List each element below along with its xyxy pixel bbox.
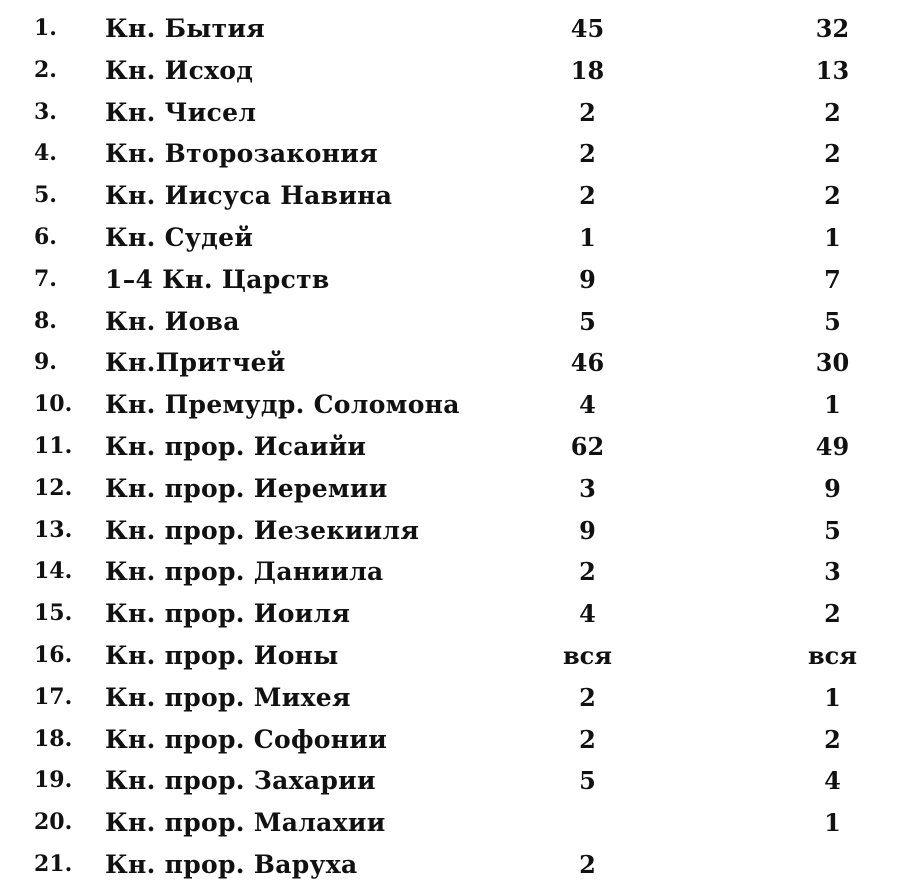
count-column-2: 5 [824, 515, 841, 545]
count-column-1: 2 [579, 139, 596, 169]
row-number: 14. [34, 558, 73, 585]
count-column-1: 62 [570, 431, 605, 461]
book-title: Кн. прор. Исаийи [105, 431, 367, 461]
row-number: 6. [34, 223, 57, 250]
table-row [0, 8, 900, 50]
count-column-2: 5 [824, 306, 841, 336]
table-row [0, 719, 900, 761]
count-column-2: 49 [815, 431, 850, 461]
row-number: 1. [34, 15, 57, 41]
table-row [0, 551, 900, 593]
table-row [0, 342, 900, 384]
row-number: 11. [34, 432, 73, 459]
count-column-1: 2 [579, 181, 596, 211]
book-title: Кн. прор. Иезекииля [105, 515, 420, 545]
row-number: 19. [34, 767, 73, 794]
count-column-2: вся [807, 640, 858, 670]
book-title: Кн. Судей [105, 222, 254, 252]
row-number: 16. [34, 641, 73, 668]
book-title: Кн. Бытия [105, 14, 266, 43]
book-title: Кн.Притчей [105, 348, 286, 378]
count-column-1: 45 [570, 14, 605, 43]
count-column-2: 2 [824, 139, 841, 169]
book-title: Кн. прор. Софонии [105, 724, 388, 754]
row-number: 18. [34, 725, 73, 752]
count-column-1: 4 [579, 599, 596, 629]
book-title: Кн. Премудр. Соломона [105, 390, 460, 420]
book-title: Кн. прор. Иоиля [105, 599, 351, 629]
table-row [0, 510, 900, 552]
table-row [0, 677, 900, 719]
table-row [0, 50, 900, 92]
count-column-2: 1 [824, 390, 841, 420]
book-title: Кн. прор. Михея [105, 682, 351, 712]
count-column-2: 1 [824, 682, 841, 712]
book-title: Кн. прор. Малахии [105, 808, 386, 838]
book-title: Кн. Исход [105, 55, 254, 85]
count-column-1: 2 [579, 97, 596, 127]
table-row [0, 259, 900, 301]
book-title: Кн. Иисуса Навина [105, 181, 393, 211]
count-column-1: 18 [570, 55, 605, 85]
count-column-2: 2 [824, 97, 841, 127]
count-column-1: 9 [579, 264, 596, 294]
count-column-1: 2 [579, 682, 596, 712]
table-row [0, 468, 900, 510]
book-title: Кн. прор. Захарии [105, 766, 376, 796]
count-column-1: 4 [579, 390, 596, 420]
count-column-2: 9 [824, 473, 841, 503]
count-column-2: 2 [824, 599, 841, 629]
count-column-2: 2 [824, 724, 841, 754]
row-number: 4. [34, 140, 57, 167]
book-title: Кн. прор. Даниила [105, 557, 384, 587]
count-column-1: вся [562, 640, 613, 670]
book-title: Кн. Чисел [105, 97, 257, 127]
book-title: 1–4 Кн. Царств [105, 264, 330, 294]
count-column-1: 5 [579, 306, 596, 336]
row-number: 21. [34, 850, 73, 877]
count-column-1: 2 [579, 849, 596, 879]
table-row [0, 217, 900, 259]
count-column-1: 9 [579, 515, 596, 545]
table-row [0, 133, 900, 175]
count-column-2: 32 [815, 14, 850, 43]
row-number: 2. [34, 56, 57, 83]
row-number: 9. [34, 349, 57, 376]
table-row [0, 426, 900, 468]
table-row [0, 760, 900, 802]
table-row [0, 593, 900, 635]
row-number: 7. [34, 265, 57, 292]
book-title: Кн. Иова [105, 306, 240, 336]
table-row [0, 635, 900, 677]
row-number: 20. [34, 809, 73, 836]
count-column-2: 3 [824, 557, 841, 587]
table-row [0, 802, 900, 844]
book-title: Кн. прор. Иеремии [105, 473, 388, 503]
table-row [0, 92, 900, 134]
count-column-2: 4 [824, 766, 841, 796]
count-column-1: 46 [570, 348, 605, 378]
row-number: 13. [34, 516, 73, 543]
row-number: 17. [34, 683, 73, 710]
count-column-2: 1 [824, 222, 841, 252]
table-row [0, 384, 900, 426]
count-column-1: 2 [579, 557, 596, 587]
count-column-1: 3 [579, 473, 596, 503]
row-number: 8. [34, 307, 57, 334]
row-number: 15. [34, 600, 73, 627]
count-column-2: 2 [824, 181, 841, 211]
count-column-1: 1 [579, 222, 596, 252]
table-row [0, 175, 900, 217]
table-row [0, 301, 900, 343]
row-number: 10. [34, 391, 73, 418]
count-column-2: 1 [824, 808, 841, 838]
count-column-1: 5 [579, 766, 596, 796]
count-column-2: 13 [815, 55, 850, 85]
row-number: 5. [34, 182, 57, 209]
book-title: Кн. прор. Варуха [105, 849, 358, 879]
book-title: Кн. прор. Ионы [105, 640, 339, 670]
row-number: 3. [34, 98, 57, 125]
book-citation-table [0, 8, 900, 886]
table-row [0, 844, 900, 886]
book-title: Кн. Второзакония [105, 139, 378, 169]
count-column-1: 2 [579, 724, 596, 754]
count-column-2: 7 [824, 264, 841, 294]
row-number: 12. [34, 474, 73, 501]
count-column-2: 30 [815, 348, 850, 378]
